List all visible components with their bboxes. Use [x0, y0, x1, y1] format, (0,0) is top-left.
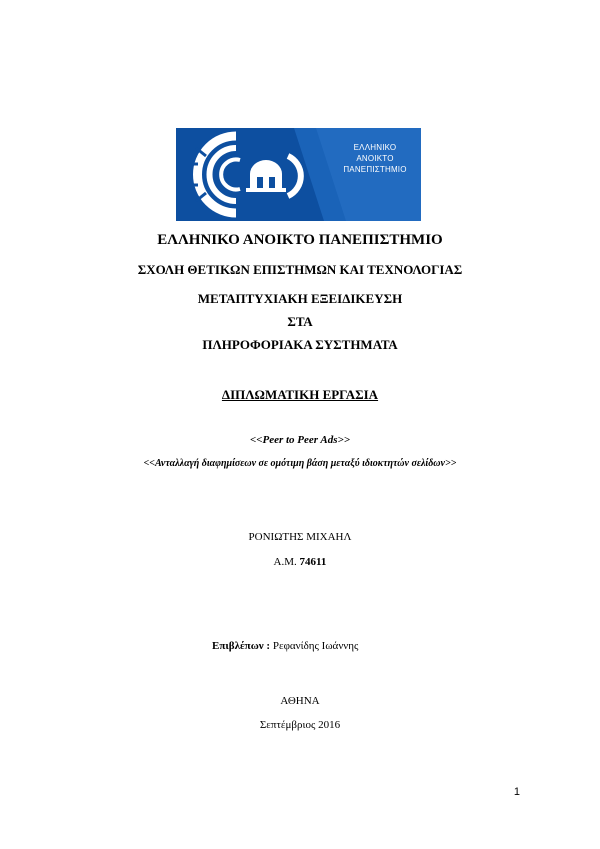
student-id-value: 74611 [299, 556, 327, 568]
author-name: ΡΟΝΙΩΤΗΣ ΜΙΧΑΗΛ [248, 531, 352, 543]
supervisor-name: Ρεφανίδης Ιωάννης [272, 640, 359, 652]
thesis-label: ΔΙΠΛΩΜΑΤΙΚΗ ΕΡΓΑΣΙΑ [221, 387, 379, 402]
logo-line-1: ΕΛΛΗΝΙΚΟ [353, 143, 397, 152]
supervisor-label: Επιβλέπων : [212, 640, 271, 652]
thesis-subtitle: <<Ανταλλαγή διαφημίσεων σε ομότιμη βάση μεταξύ ιδιοκτητών σελίδων>> [143, 458, 457, 469]
student-id [0, 556, 600, 568]
logo-line-2: ΑΝΟΙΚΤΟ [356, 154, 394, 163]
logo-line-3: ΠΑΝΕΠΙΣΤΗΜΙΟ [343, 165, 407, 174]
school-name: ΣΧΟΛΗ ΘΕΤΙΚΩΝ ΕΠΙΣΤΗΜΩΝ ΚΑΙ ΤΕΧΝΟΛΟΓΙΑΣ [137, 262, 463, 277]
supervisor [212, 640, 358, 652]
logo-text [330, 142, 420, 175]
city: ΑΘΗΝΑ [280, 695, 320, 707]
student-id-label: Α.Μ. [273, 556, 297, 568]
program-line-2: ΣΤΑ [287, 314, 313, 329]
university-name: ΕΛΛΗΝΙΚΟ ΑΝΟΙΚΤΟ ΠΑΝΕΠΙΣΤΗΜΙΟ [157, 232, 443, 248]
program-line-3: ΠΛΗΡΟΦΟΡΙΑΚΑ ΣΥΣΤΗΜΑΤΑ [202, 337, 398, 352]
page-number: 1 [513, 786, 520, 798]
program-line-1: ΜΕΤΑΠΤΥΧΙΑΚΗ ΕΞΕΙΔΙΚΕΥΣΗ [197, 291, 403, 306]
thesis-title: <<Peer to Peer Ads>> [249, 434, 351, 446]
date: Σεπτέμβριος 2016 [259, 719, 341, 731]
